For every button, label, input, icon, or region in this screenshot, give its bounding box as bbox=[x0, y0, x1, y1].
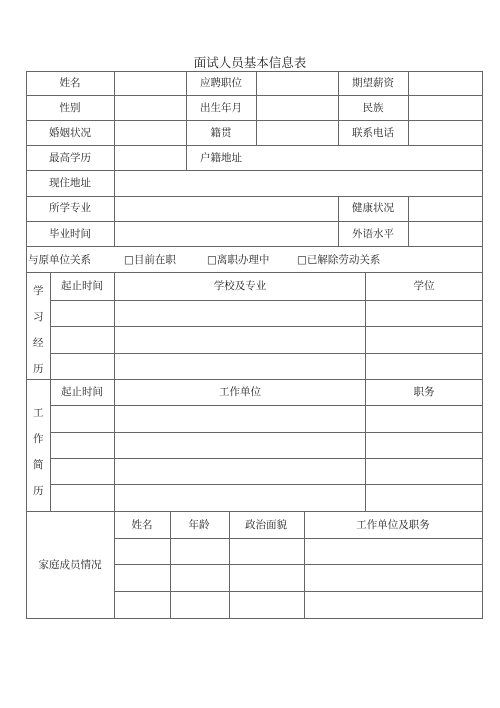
label-birth: 出生年月 bbox=[200, 102, 242, 114]
work-side-1: 工 bbox=[33, 407, 44, 419]
study-col-school: 学校及专业 bbox=[213, 280, 267, 292]
family-label: 家庭成员情况 bbox=[38, 559, 102, 571]
label-hukou: 户籍地址 bbox=[200, 152, 242, 164]
label-name: 姓名 bbox=[59, 77, 81, 89]
label-address: 现住地址 bbox=[49, 177, 91, 189]
family-col-unit: 工作单位及职务 bbox=[356, 519, 430, 531]
label-marital: 婚姻状况 bbox=[49, 127, 91, 139]
label-phone: 联系电话 bbox=[352, 127, 394, 139]
checkbox-resigning[interactable]: □离职办理中 bbox=[207, 254, 270, 266]
checkbox-employed[interactable]: □目前在职 bbox=[124, 254, 176, 266]
work-side-3: 简 bbox=[33, 459, 44, 471]
label-major: 所学专业 bbox=[49, 202, 91, 214]
label-gradtime: 毕业时间 bbox=[49, 228, 91, 240]
study-side-3: 经 bbox=[33, 337, 44, 349]
label-language: 外语水平 bbox=[352, 228, 394, 240]
study-side-4: 历 bbox=[33, 363, 44, 375]
family-col-name: 姓名 bbox=[131, 519, 153, 531]
label-education: 最高学历 bbox=[49, 152, 91, 164]
work-col-unit: 工作单位 bbox=[219, 386, 261, 398]
study-col-time: 起止时间 bbox=[61, 280, 103, 292]
label-native: 籍贯 bbox=[210, 127, 232, 139]
family-col-politic: 政治面貌 bbox=[245, 519, 287, 531]
study-col-degree: 学位 bbox=[413, 280, 435, 292]
page-title: 面试人员基本信息表 bbox=[193, 55, 307, 70]
checkbox-terminated[interactable]: □已解除劳动关系 bbox=[297, 254, 381, 266]
family-col-age: 年龄 bbox=[188, 519, 210, 531]
label-relation: 与原单位关系 bbox=[28, 254, 91, 266]
work-side-4: 历 bbox=[33, 485, 44, 497]
label-position: 应聘职位 bbox=[200, 77, 242, 89]
label-health: 健康状况 bbox=[352, 202, 394, 214]
label-salary: 期望薪资 bbox=[352, 77, 394, 89]
work-side-2: 作 bbox=[33, 433, 44, 445]
study-side-2: 习 bbox=[33, 311, 44, 323]
label-ethnicity: 民族 bbox=[362, 102, 384, 114]
work-col-title: 职务 bbox=[413, 386, 435, 398]
work-col-time: 起止时间 bbox=[61, 386, 103, 398]
label-gender: 性别 bbox=[59, 102, 81, 114]
study-side-1: 学 bbox=[33, 285, 44, 297]
